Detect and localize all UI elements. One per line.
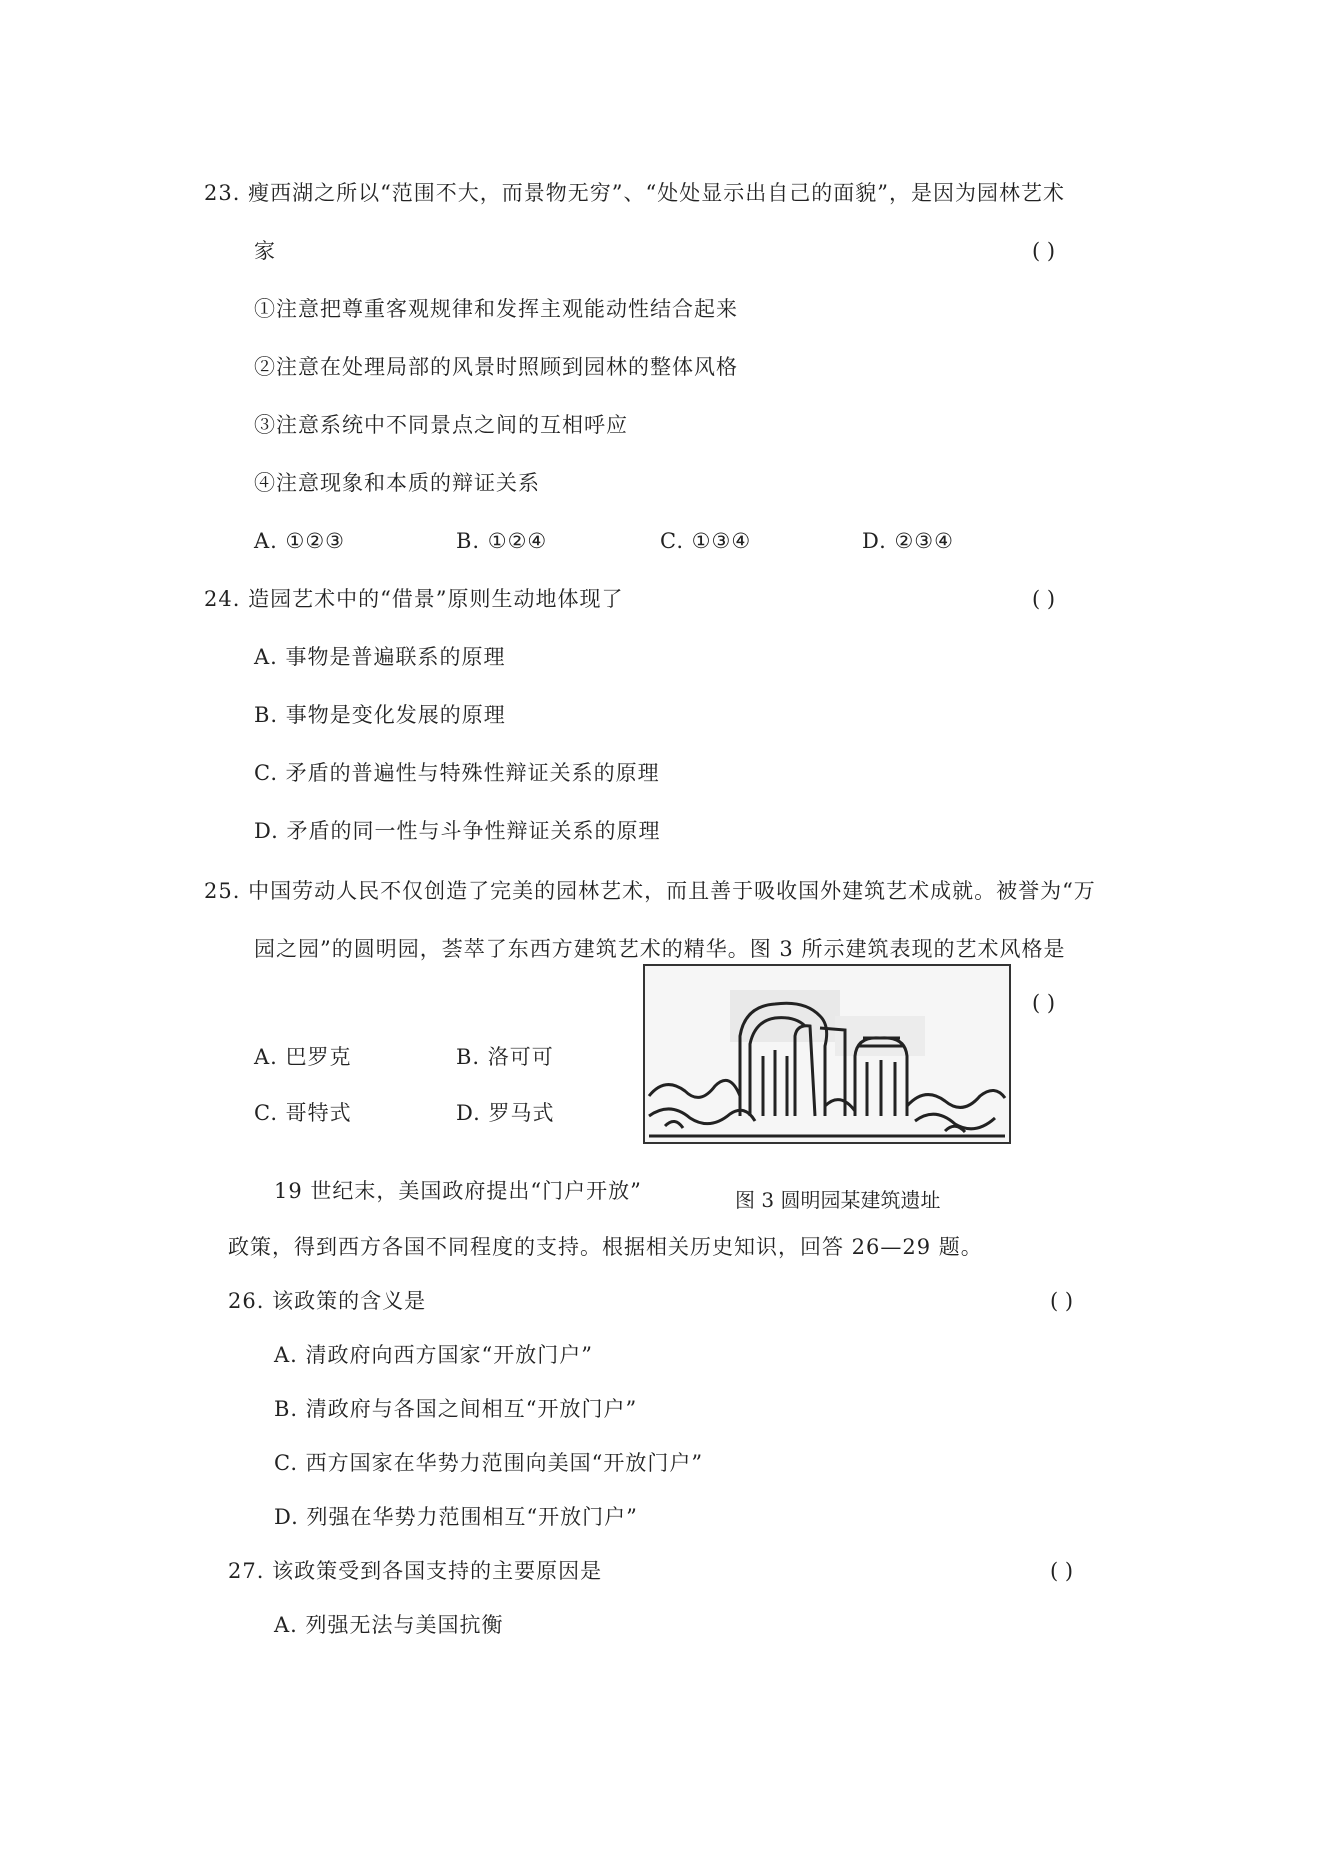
q24-answer-blank: ( ) (1032, 587, 1056, 611)
q23-item-1: ①注意把尊重客观规律和发挥主观能动性结合起来 (254, 297, 738, 321)
figure-3-caption: 图 3 圆明园某建筑遗址 (735, 1188, 941, 1212)
q26-option-d: D. 列强在华势力范围相互“开放门户” (274, 1505, 638, 1529)
q23-option-b: B. ①②④ (456, 529, 548, 553)
ruins-drawing (645, 966, 1009, 1142)
q27-option-a: A. 列强无法与美国抗衡 (274, 1613, 504, 1637)
intro-line2: 政策，得到西方各国不同程度的支持。根据相关历史知识，回答 26—29 题。 (228, 1235, 983, 1259)
q26-answer-blank: ( ) (1050, 1289, 1074, 1313)
q26-option-c: C. 西方国家在华势力范围向美国“开放门户” (274, 1451, 704, 1475)
q26-option-a: A. 清政府向西方国家“开放门户” (274, 1343, 593, 1367)
q23-item-4: ④注意现象和本质的辩证关系 (254, 471, 540, 495)
q25-answer-blank: ( ) (1032, 991, 1056, 1015)
intro-line1: 19 世纪末，美国政府提出“门户开放” (274, 1179, 642, 1203)
q25-stem-line1: 25. 中国劳动人民不仅创造了完美的园林艺术，而且善于吸收国外建筑艺术成就。被誉为“万 (204, 879, 1096, 903)
q25-option-b: B. 洛可可 (456, 1045, 554, 1069)
q24-stem: 24. 造园艺术中的“借景”原则生动地体现了 (204, 587, 624, 611)
q26-stem: 26. 该政策的含义是 (228, 1289, 427, 1313)
q25-option-c: C. 哥特式 (254, 1101, 352, 1125)
q23-option-a: A. ①②③ (254, 529, 345, 553)
q24-option-a: A. 事物是普遍联系的原理 (254, 645, 506, 669)
q26-option-b: B. 清政府与各国之间相互“开放门户” (274, 1397, 638, 1421)
q24-option-d: D. 矛盾的同一性与斗争性辩证关系的原理 (254, 819, 661, 843)
q25-option-a: A. 巴罗克 (254, 1045, 352, 1069)
q23-item-2: ②注意在处理局部的风景时照顾到园林的整体风格 (254, 355, 738, 379)
q23-stem-line2: 家 (254, 239, 276, 263)
q25-option-d: D. 罗马式 (456, 1101, 555, 1125)
q23-answer-blank: ( ) (1032, 239, 1056, 263)
q24-option-c: C. 矛盾的普遍性与特殊性辩证关系的原理 (254, 761, 660, 785)
q27-stem: 27. 该政策受到各国支持的主要原因是 (228, 1559, 603, 1583)
q23-option-d: D. ②③④ (862, 529, 954, 553)
q25-stem-line2: 园之园”的圆明园，荟萃了东西方建筑艺术的精华。图 3 所示建筑表现的艺术风格是 (254, 937, 1066, 961)
q23-item-3: ③注意系统中不同景点之间的互相呼应 (254, 413, 628, 437)
q23-stem-line1: 23. 瘦西湖之所以“范围不大，而景物无穷”、“处处显示出自己的面貌”，是因为园林艺术 (204, 181, 1066, 205)
q23-option-c: C. ①③④ (660, 529, 752, 553)
q27-answer-blank: ( ) (1050, 1559, 1074, 1583)
q24-option-b: B. 事物是变化发展的原理 (254, 703, 506, 727)
figure-3-ruins-image (643, 964, 1011, 1144)
